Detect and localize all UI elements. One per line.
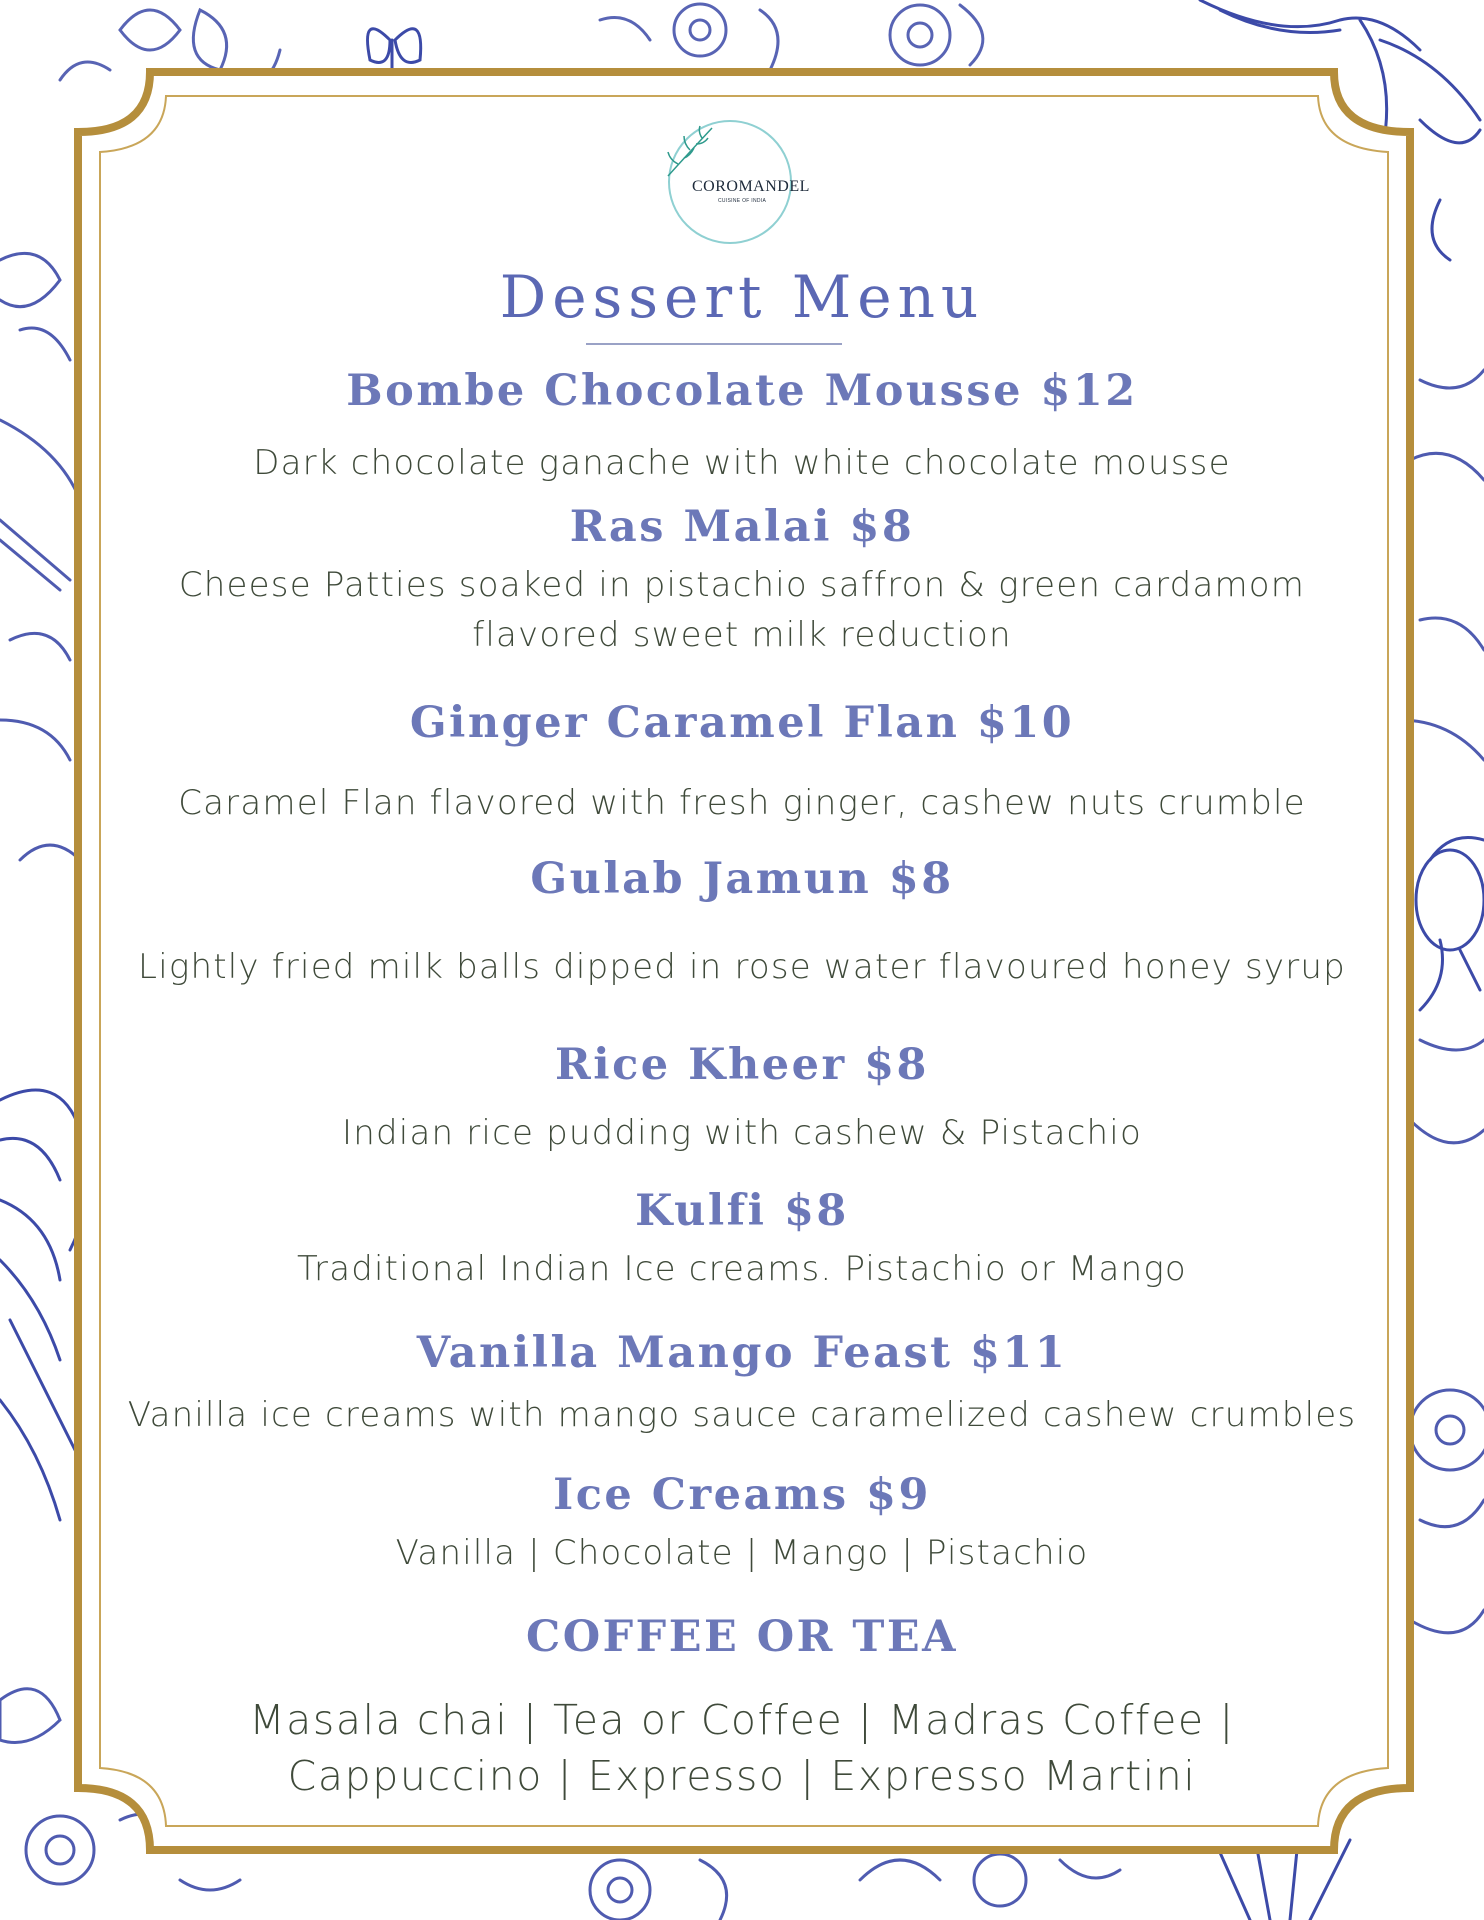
menu-item-description: Vanilla ice creams with mango sauce caramelized cashew crumbles xyxy=(127,1395,1357,1435)
drinks-list: Cappuccino | Expresso | Expresso Martini xyxy=(287,1752,1197,1800)
menu-item-description: Dark chocolate ganache with white chocolate mousse xyxy=(253,443,1231,483)
menu-item-name: Ras Malai $8 xyxy=(569,502,915,552)
menu-item-description: Traditional Indian Ice creams. Pistachio or Mango xyxy=(297,1249,1187,1289)
menu-item-description: Caramel Flan flavored with fresh ginger, cashew nuts crumble xyxy=(178,783,1306,823)
page-title: Dessert Menu xyxy=(499,263,985,331)
menu-item-name: Rice Kheer $8 xyxy=(555,1040,929,1090)
drinks-list: Masala chai | Tea or Coffee | Madras Coffee | xyxy=(249,1696,1235,1744)
menu-item-name: Bombe Chocolate Mousse $12 xyxy=(346,366,1138,416)
menu-item-name: Vanilla Mango Feast $11 xyxy=(416,1328,1068,1378)
menu-item-description: Indian rice pudding with cashew & Pistachio xyxy=(342,1113,1142,1153)
leaf-sprig-icon xyxy=(662,120,726,184)
menu-item-name: Ice Creams $9 xyxy=(553,1470,931,1520)
title-divider xyxy=(586,343,842,345)
menu-item-description: Lightly fried milk balls dipped in rose water flavoured honey syrup xyxy=(138,947,1346,987)
section-heading-coffee: COFFEE OR TEA xyxy=(525,1612,959,1662)
logo-wordmark: COROMANDEL xyxy=(692,178,810,195)
menu-item-name: Gulab Jamun $8 xyxy=(530,854,954,904)
menu-item-description: flavored sweet milk reduction xyxy=(472,615,1012,655)
menu-item-name: Kulfi $8 xyxy=(635,1186,849,1236)
menu-item-description: Cheese Patties soaked in pistachio saffron & green cardamom xyxy=(178,565,1306,605)
menu-item-description: Vanilla | Chocolate | Mango | Pistachio xyxy=(395,1533,1089,1573)
restaurant-logo xyxy=(668,120,810,244)
menu-item-name: Ginger Caramel Flan $10 xyxy=(409,698,1075,748)
logo-tagline: CUISINE OF INDIA xyxy=(718,198,767,204)
